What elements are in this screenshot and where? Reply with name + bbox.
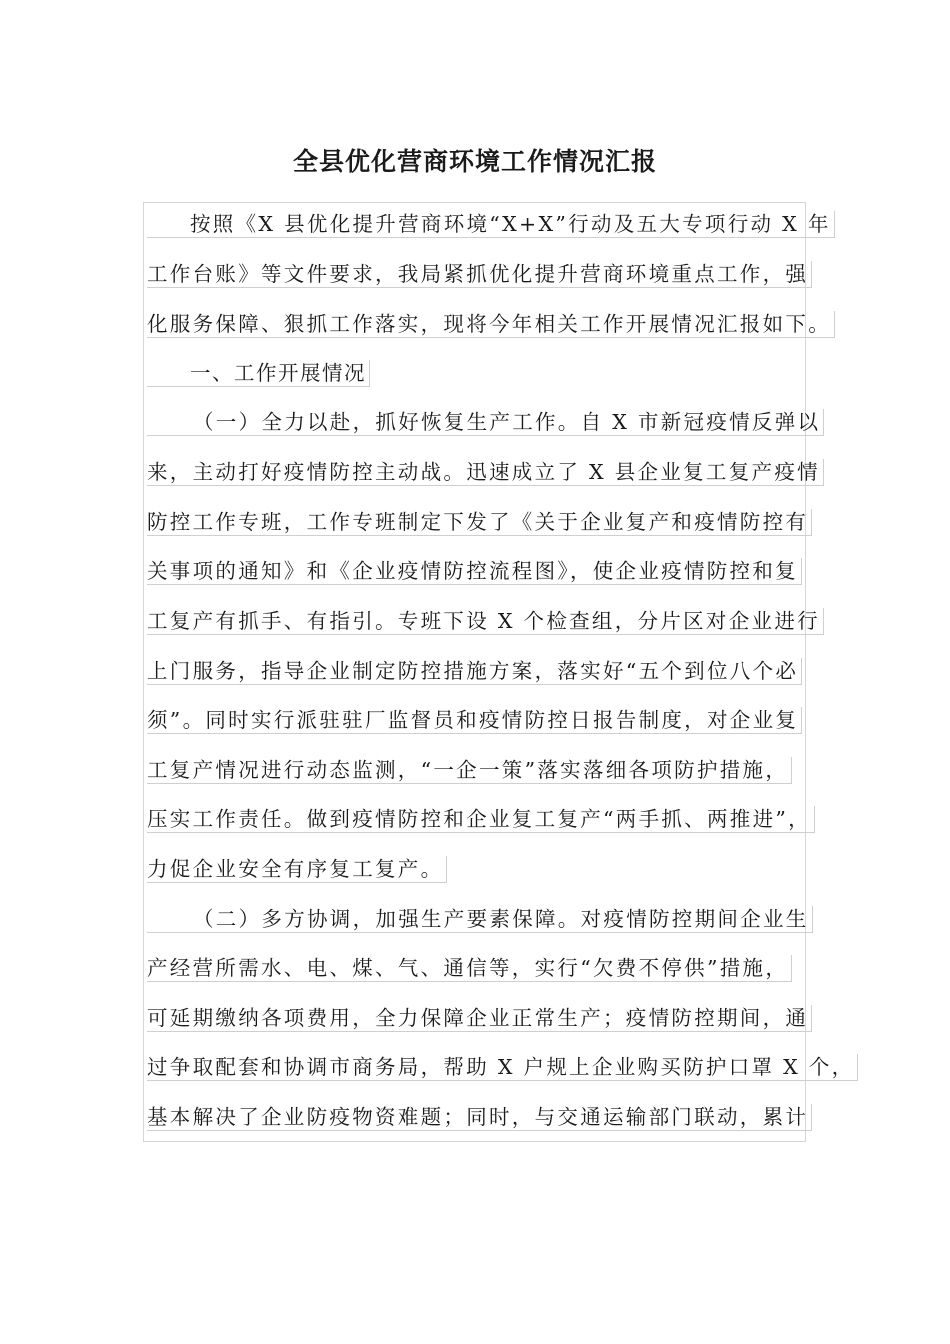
indent-marker bbox=[147, 906, 193, 933]
body-line: 按照《X 县优化提升营商环境“X+X”行动及五大专项行动 X 年 bbox=[190, 211, 835, 238]
body-line: 基本解决了企业防疫物资难题；同时，与交通运输部门联动，累计 bbox=[147, 1104, 812, 1131]
body-line: 可延期缴纳各项费用，全力保障企业正常生产；疫情防控期间，通 bbox=[147, 1005, 812, 1032]
body-line: 工作台账》等文件要求，我局紧抓优化提升营商环境重点工作，强 bbox=[147, 261, 812, 288]
indent-marker bbox=[147, 211, 190, 238]
indent-marker bbox=[147, 409, 193, 436]
body-line: 化服务保障、狠抓工作落实，现将今年相关工作开展情况汇报如下。 bbox=[147, 311, 835, 338]
indent-marker bbox=[147, 360, 190, 387]
section-heading: 一、工作开展情况 bbox=[190, 360, 370, 387]
body-line: 工复产有抓手、有指引。专班下设 X 个检查组，分片区对企业进行 bbox=[147, 608, 824, 635]
body-line: 力促企业安全有序复工复产。 bbox=[147, 856, 447, 883]
body-line: 须”。同时实行派驻驻厂监督员和疫情防控日报告制度，对企业复 bbox=[147, 707, 802, 734]
body-line: 压实工作责任。做到疫情防控和企业复工复产“两手抓、两推进”， bbox=[147, 806, 815, 833]
body-line: 关事项的通知》和《企业疫情防控流程图》，使企业疫情防控和复 bbox=[147, 558, 802, 585]
body-line: 产经营所需水、电、煤、气、通信等，实行“欠费不停供”措施， bbox=[147, 955, 792, 982]
body-line: （一）全力以赴，抓好恢复生产工作。自 X 市新冠疫情反弹以 bbox=[193, 409, 824, 436]
body-line: 防控工作专班，工作专班制定下发了《关于企业复产和疫情防控有 bbox=[147, 509, 812, 536]
document-title: 全县优化营商环境工作情况汇报 bbox=[292, 147, 657, 176]
body-line: （二）多方协调，加强生产要素保障。对疫情防控期间企业生 bbox=[193, 906, 813, 933]
body-line: 过争取配套和协调市商务局，帮助 X 户规上企业购买防护口罩 X 个， bbox=[147, 1054, 858, 1081]
body-line: 工复产情况进行动态监测，“一企一策”落实落细各项防护措施， bbox=[147, 757, 792, 784]
body-line: 上门服务，指导企业制定防控措施方案，落实好“五个到位八个必 bbox=[147, 658, 802, 685]
body-line: 来，主动打好疫情防控主动战。迅速成立了 X 县企业复工复产疫情 bbox=[147, 459, 824, 486]
